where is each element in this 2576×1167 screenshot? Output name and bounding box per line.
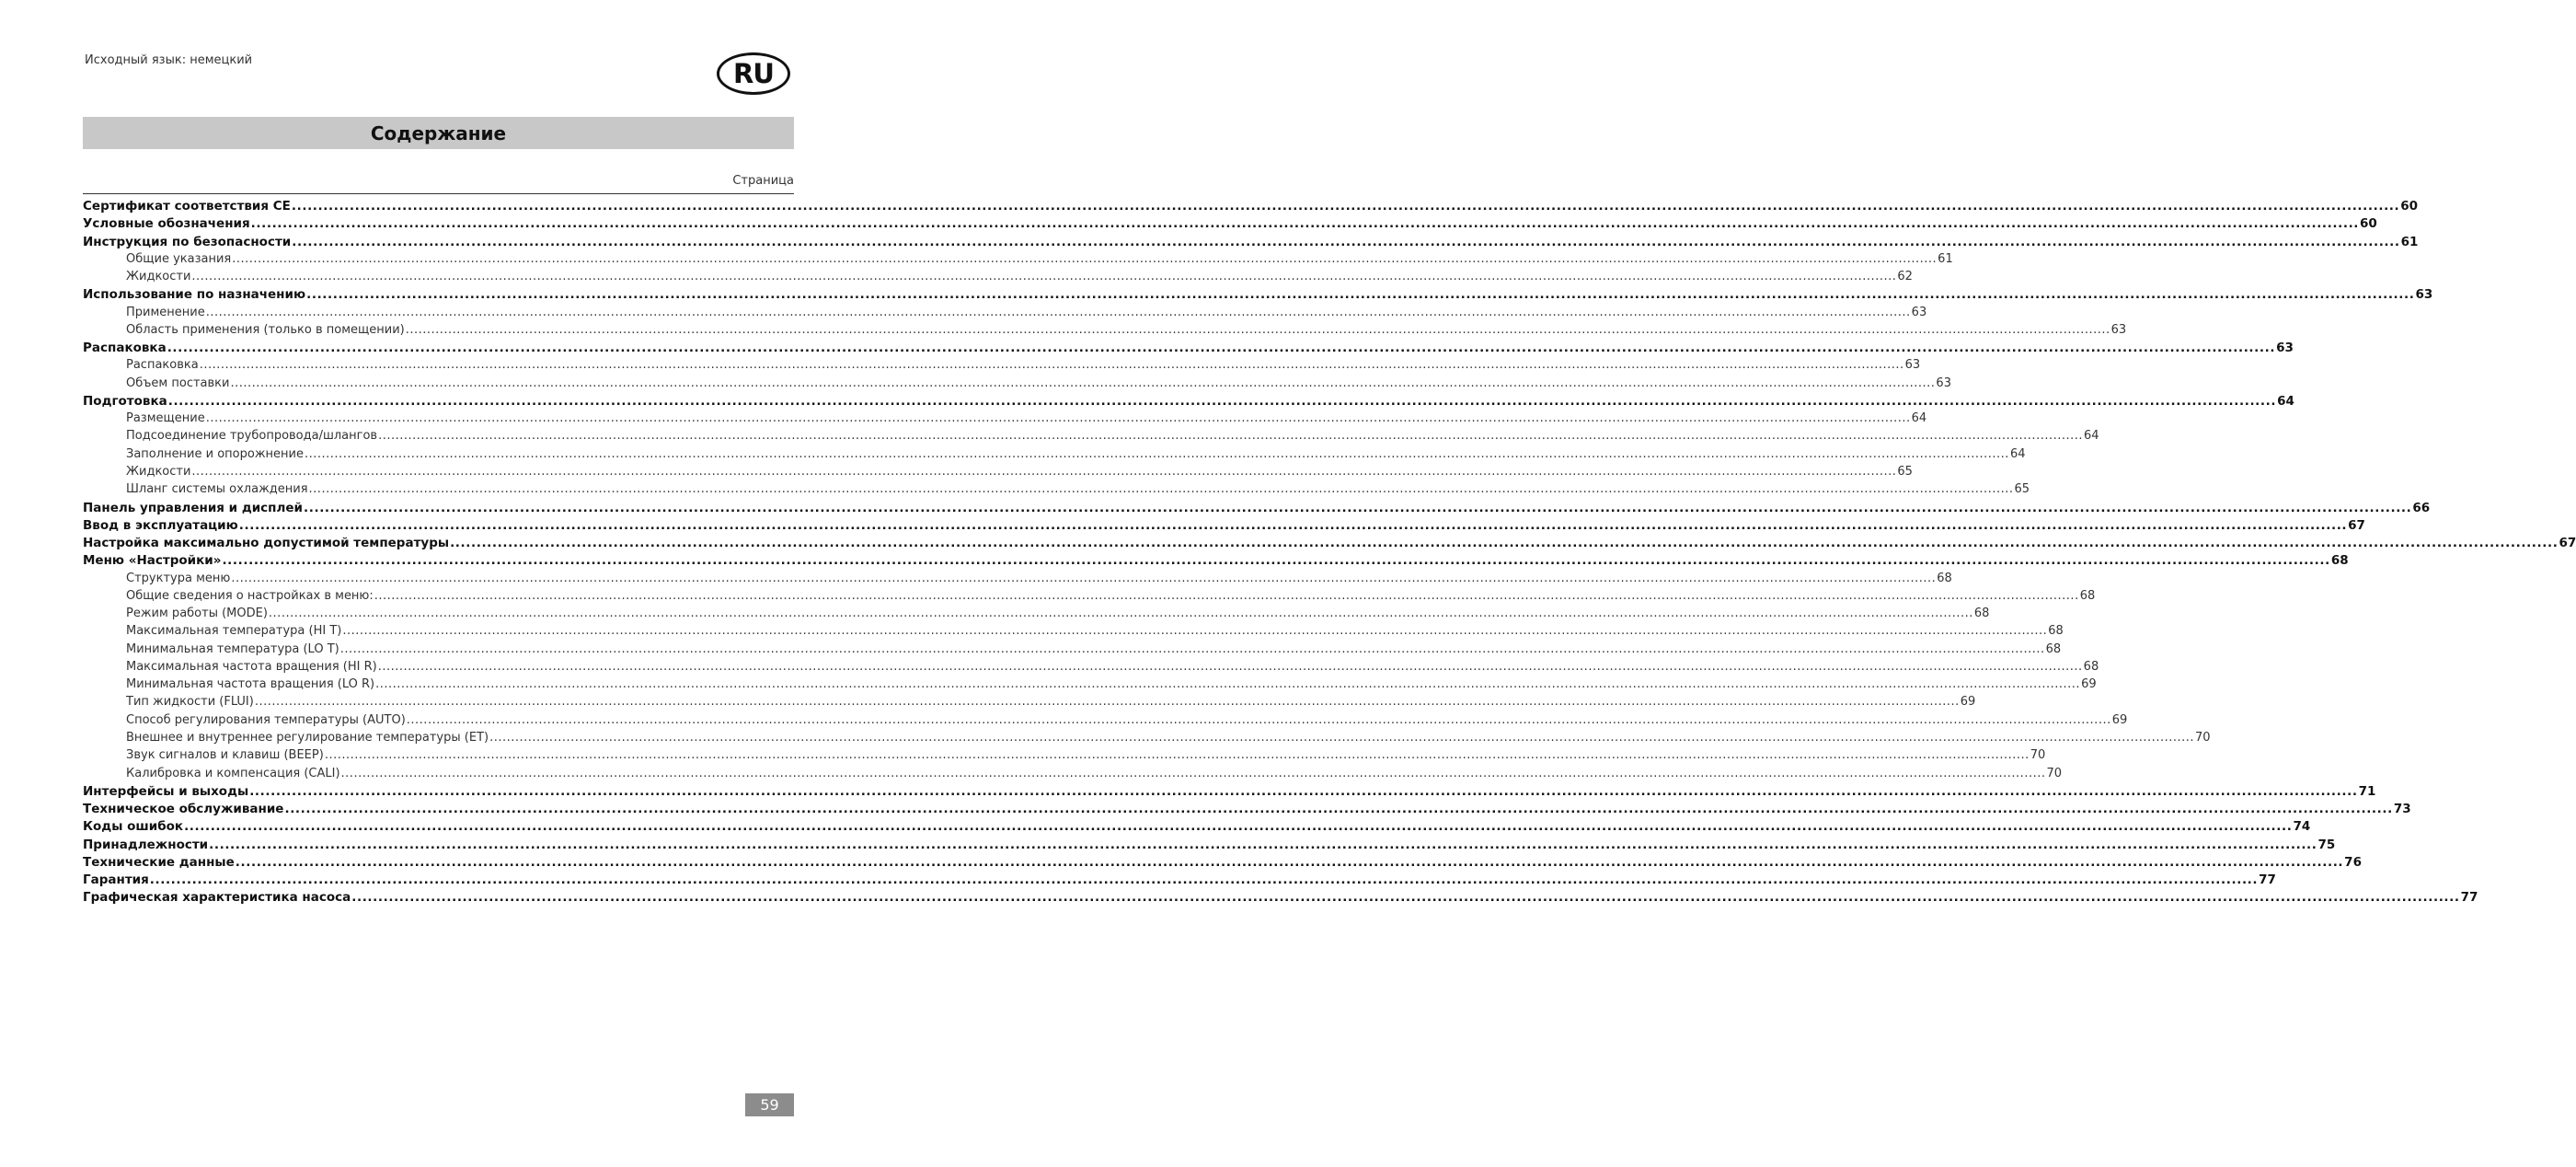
toc-entry[interactable]	[83, 393, 2294, 411]
toc-entry-title: Внешнее и внутреннее регулирование температуры (ET)	[126, 730, 489, 745]
toc-entry-page: 71	[2358, 783, 2376, 799]
toc-entry[interactable]	[83, 837, 2336, 855]
toc-entry[interactable]	[83, 553, 2349, 571]
toc-leader-dots: ................................................................................................................................................................................................................................................................................................................................................................................................................	[250, 216, 2360, 232]
toc-leader-dots: ................................................................................................................................................................................................................................................................................................................................................................................................................	[191, 270, 1897, 284]
toc-entry-page: 61	[2400, 234, 2419, 249]
toc-leader-dots: ................................................................................................................................................................................................................................................................................................................................................................................................................	[375, 677, 2081, 692]
toc-entry-page: 62	[1897, 270, 1913, 284]
toc-entry-page: 64	[2009, 446, 2026, 461]
toc-entry-title: Инструкция по безопасности	[83, 234, 292, 249]
toc-leader-dots: ................................................................................................................................................................................................................................................................................................................................................................................................................	[405, 322, 2110, 337]
toc-entry-title: Тип жидкости (FLUI)	[126, 695, 254, 710]
toc-entry-title: Настройка максимально допустимой температуры	[83, 536, 450, 551]
toc-leader-dots: ................................................................................................................................................................................................................................................................................................................................................................................................................	[167, 341, 2276, 356]
toc-entry-page: 68	[2083, 659, 2099, 674]
toc-entry-page: 77	[2460, 890, 2478, 906]
toc-leader-dots: ................................................................................................................................................................................................................................................................................................................................................................................................................	[254, 695, 1960, 710]
toc-leader-dots: ................................................................................................................................................................................................................................................................................................................................................................................................................	[342, 624, 2048, 639]
toc-entry[interactable]	[83, 890, 2478, 907]
toc-leader-dots: ................................................................................................................................................................................................................................................................................................................................................................................................................	[199, 358, 1904, 373]
toc-subentry[interactable]	[83, 766, 2063, 784]
toc-entry[interactable]	[83, 854, 2362, 872]
toc-leader-dots: ................................................................................................................................................................................................................................................................................................................................................................................................................	[205, 305, 1911, 319]
toc-entry[interactable]	[83, 216, 2377, 234]
toc-subentry[interactable]	[83, 677, 2097, 695]
toc-leader-dots: ................................................................................................................................................................................................................................................................................................................................................................................................................	[377, 659, 2083, 674]
toc-subentry[interactable]	[83, 641, 2062, 660]
toc-leader-dots: ................................................................................................................................................................................................................................................................................................................................................................................................................	[191, 464, 1897, 479]
toc-entry-title: Принадлежности	[83, 837, 209, 852]
toc-entry-page: 64	[2277, 393, 2294, 409]
toc-entry-title: Коды ошибок	[83, 819, 184, 835]
toc-entry-page: 68	[2079, 588, 2096, 603]
page-column-label: Страница	[732, 174, 794, 188]
toc-leader-dots: ................................................................................................................................................................................................................................................................................................................................................................................................................	[249, 783, 2358, 799]
toc-subentry[interactable]	[83, 305, 1927, 323]
toc-entry[interactable]	[83, 819, 2311, 837]
toc-leader-dots: ................................................................................................................................................................................................................................................................................................................................................................................................................	[306, 287, 2415, 303]
toc-entry-page: 69	[2111, 712, 2128, 727]
toc-leader-dots: ................................................................................................................................................................................................................................................................................................................................................................................................................	[308, 482, 2014, 497]
page-title: Содержание	[370, 121, 507, 144]
title-bar	[83, 117, 794, 149]
source-language-note: Исходный язык: немецкий	[85, 53, 253, 67]
toc-subentry[interactable]	[83, 358, 1921, 376]
toc-entry-page: 66	[2412, 500, 2431, 515]
toc-entry-page: 63	[2110, 322, 2127, 337]
toc-subentry[interactable]	[83, 748, 2046, 766]
toc-entry-title: Распаковка	[126, 358, 199, 373]
toc-entry[interactable]	[83, 287, 2433, 305]
toc-leader-dots: ................................................................................................................................................................................................................................................................................................................................................................................................................	[205, 411, 1911, 426]
toc-subentry[interactable]	[83, 464, 1913, 482]
toc-leader-dots: ................................................................................................................................................................................................................................................................................................................................................................................................................	[284, 802, 2393, 817]
toc-entry-title: Область применения (только в помещении)	[126, 322, 405, 337]
language-badge: RU	[717, 52, 790, 95]
toc-subentry[interactable]	[83, 588, 2096, 607]
toc-entry-title: Графическая характеристика насоса	[83, 890, 351, 906]
toc-entry-title: Минимальная частота вращения (LO R)	[126, 677, 375, 692]
toc-entry-title: Подготовка	[83, 393, 167, 409]
toc-leader-dots: ................................................................................................................................................................................................................................................................................................................................................................................................................	[378, 429, 2084, 444]
toc-entry-page: 76	[2344, 854, 2362, 870]
toc-leader-dots: ................................................................................................................................................................................................................................................................................................................................................................................................................	[450, 536, 2559, 551]
toc-entry-title: Ввод в эксплуатацию	[83, 517, 238, 533]
toc-entry-page: 77	[2259, 872, 2276, 888]
toc-entry-title: Максимальная частота вращения (HI R)	[126, 659, 377, 674]
toc-entry-title: Использование по назначению	[83, 287, 306, 303]
toc-entry-page: 68	[2330, 553, 2349, 569]
toc-leader-dots: ................................................................................................................................................................................................................................................................................................................................................................................................................	[235, 854, 2344, 870]
toc-entry-title: Максимальная температура (HI T)	[126, 624, 342, 639]
toc-subentry[interactable]	[83, 695, 1976, 712]
toc-leader-dots: ................................................................................................................................................................................................................................................................................................................................................................................................................	[292, 234, 2400, 249]
toc-entry-page: 67	[2559, 536, 2576, 551]
toc-subentry[interactable]	[83, 429, 2099, 446]
toc-entry[interactable]	[83, 517, 2365, 536]
toc-leader-dots: ................................................................................................................................................................................................................................................................................................................................................................................................................	[184, 819, 2293, 835]
toc-entry-page: 60	[2360, 216, 2377, 232]
table-of-contents	[83, 199, 2576, 908]
toc-leader-dots: ................................................................................................................................................................................................................................................................................................................................................................................................................	[268, 607, 1973, 621]
toc-leader-dots: ................................................................................................................................................................................................................................................................................................................................................................................................................	[406, 712, 2111, 727]
toc-subentry[interactable]	[83, 482, 2030, 500]
toc-entry-title: Подсоединение трубопровода/шлангов	[126, 429, 378, 444]
toc-subentry[interactable]	[83, 659, 2099, 677]
toc-entry-page: 70	[2195, 730, 2211, 745]
toc-entry-page: 75	[2317, 837, 2336, 852]
toc-entry[interactable]	[83, 536, 2576, 553]
toc-entry-page: 70	[2030, 748, 2046, 763]
toc-entry-title: Меню «Настройки»	[83, 553, 222, 569]
toc-subentry[interactable]	[83, 571, 1952, 589]
toc-entry[interactable]	[83, 341, 2294, 358]
toc-leader-dots: ................................................................................................................................................................................................................................................................................................................................................................................................................	[324, 748, 2030, 763]
toc-entry-page: 70	[2046, 766, 2063, 780]
toc-leader-dots: ................................................................................................................................................................................................................................................................................................................................................................................................................	[238, 517, 2348, 533]
toc-entry-page: 63	[2415, 287, 2433, 303]
toc-subentry[interactable]	[83, 270, 1913, 287]
toc-leader-dots: ................................................................................................................................................................................................................................................................................................................................................................................................................	[291, 199, 2400, 214]
toc-leader-dots: ................................................................................................................................................................................................................................................................................................................................................................................................................	[209, 837, 2317, 852]
toc-entry[interactable]	[83, 234, 2419, 252]
toc-entry-page: 68	[2045, 641, 2062, 656]
toc-entry-title: Технические данные	[83, 854, 235, 870]
toc-entry-title: Размещение	[126, 411, 205, 426]
toc-subentry[interactable]	[83, 322, 2127, 341]
toc-entry-title: Шланг системы охлаждения	[126, 482, 308, 497]
toc-entry-title: Распаковка	[83, 341, 167, 356]
toc-subentry[interactable]	[83, 251, 1953, 270]
toc-entry-page: 67	[2348, 517, 2365, 533]
toc-entry-title: Жидкости	[126, 270, 191, 284]
toc-leader-dots: ................................................................................................................................................................................................................................................................................................................................................................................................................	[231, 571, 1937, 585]
toc-entry-title: Гарантия	[83, 872, 149, 888]
toc-entry-page: 74	[2293, 819, 2311, 835]
page-number: 59	[745, 1093, 794, 1116]
toc-entry-page: 69	[1960, 695, 1976, 710]
toc-entry-page: 68	[1973, 607, 1990, 621]
toc-entry-title: Объем поставки	[126, 376, 230, 390]
toc-entry-title: Применение	[126, 305, 205, 319]
toc-entry-title: Минимальная температура (LO T)	[126, 641, 339, 656]
toc-entry-title: Режим работы (MODE)	[126, 607, 268, 621]
toc-entry-page: 63	[1911, 305, 1927, 319]
toc-leader-dots: ................................................................................................................................................................................................................................................................................................................................................................................................................	[149, 872, 2259, 888]
toc-leader-dots: ................................................................................................................................................................................................................................................................................................................................................................................................................	[232, 251, 1938, 266]
toc-leader-dots: ................................................................................................................................................................................................................................................................................................................................................................................................................	[351, 890, 2460, 906]
toc-entry-title: Жидкости	[126, 464, 191, 479]
toc-entry[interactable]	[83, 199, 2419, 216]
toc-entry-title: Структура меню	[126, 571, 231, 585]
toc-leader-dots: ................................................................................................................................................................................................................................................................................................................................................................................................................	[222, 553, 2330, 569]
toc-entry-title: Заполнение и опорожнение	[126, 446, 304, 461]
toc-entry-page: 64	[1911, 411, 1927, 426]
toc-leader-dots: ................................................................................................................................................................................................................................................................................................................................................................................................................	[340, 766, 2046, 780]
toc-subentry[interactable]	[83, 446, 2026, 465]
toc-entry-page: 63	[2276, 341, 2294, 356]
toc-subentry[interactable]	[83, 712, 2128, 731]
toc-entry-page: 65	[2014, 482, 2030, 497]
toc-entry-title: Техническое обслуживание	[83, 802, 284, 817]
toc-leader-dots: ................................................................................................................................................................................................................................................................................................................................................................................................................	[304, 500, 2412, 515]
toc-subentry[interactable]	[83, 624, 2064, 641]
toc-entry-page: 60	[2400, 199, 2419, 214]
toc-entry-page: 63	[1936, 376, 1951, 390]
toc-entry-page: 63	[1904, 358, 1921, 373]
toc-entry[interactable]	[83, 500, 2431, 518]
toc-entry-title: Интерфейсы и выходы	[83, 783, 249, 799]
toc-subentry[interactable]	[83, 607, 1990, 624]
toc-leader-dots: ................................................................................................................................................................................................................................................................................................................................................................................................................	[230, 376, 1936, 390]
toc-entry-page: 68	[2048, 624, 2064, 639]
toc-entry[interactable]	[83, 872, 2276, 890]
toc-entry-page: 61	[1938, 251, 1953, 266]
toc-entry-title: Общие указания	[126, 251, 232, 266]
toc-entry-page: 64	[2084, 429, 2099, 444]
toc-entry-title: Способ регулирования температуры (AUTO)	[126, 712, 406, 727]
toc-entry-page: 73	[2393, 802, 2411, 817]
toc-subentry[interactable]	[83, 411, 1927, 429]
toc-entry-page: 65	[1897, 464, 1913, 479]
toc-subentry[interactable]	[83, 730, 2211, 748]
toc-entry-title: Панель управления и дисплей	[83, 500, 304, 515]
toc-entry-title: Сертификат соответствия CE	[83, 199, 291, 214]
toc-leader-dots: ................................................................................................................................................................................................................................................................................................................................................................................................................	[305, 446, 2009, 461]
toc-subentry[interactable]	[83, 376, 1951, 394]
toc-entry[interactable]	[83, 783, 2376, 802]
toc-leader-dots: ................................................................................................................................................................................................................................................................................................................................................................................................................	[374, 588, 2079, 603]
toc-leader-dots: ................................................................................................................................................................................................................................................................................................................................................................................................................	[339, 641, 2045, 656]
toc-leader-dots: ................................................................................................................................................................................................................................................................................................................................................................................................................	[167, 393, 2277, 409]
header-divider	[83, 193, 794, 194]
toc-entry-page: 69	[2081, 677, 2097, 692]
toc-leader-dots: ................................................................................................................................................................................................................................................................................................................................................................................................................	[489, 730, 2195, 745]
toc-entry-title: Звук сигналов и клавиш (BEEP)	[126, 748, 324, 763]
toc-entry-page: 68	[1937, 571, 1952, 585]
toc-entry-title: Общие сведения о настройках в меню:	[126, 588, 374, 603]
toc-entry-title: Калибровка и компенсация (CALI)	[126, 766, 340, 780]
toc-entry[interactable]	[83, 802, 2411, 819]
toc-entry-title: Условные обозначения	[83, 216, 250, 232]
